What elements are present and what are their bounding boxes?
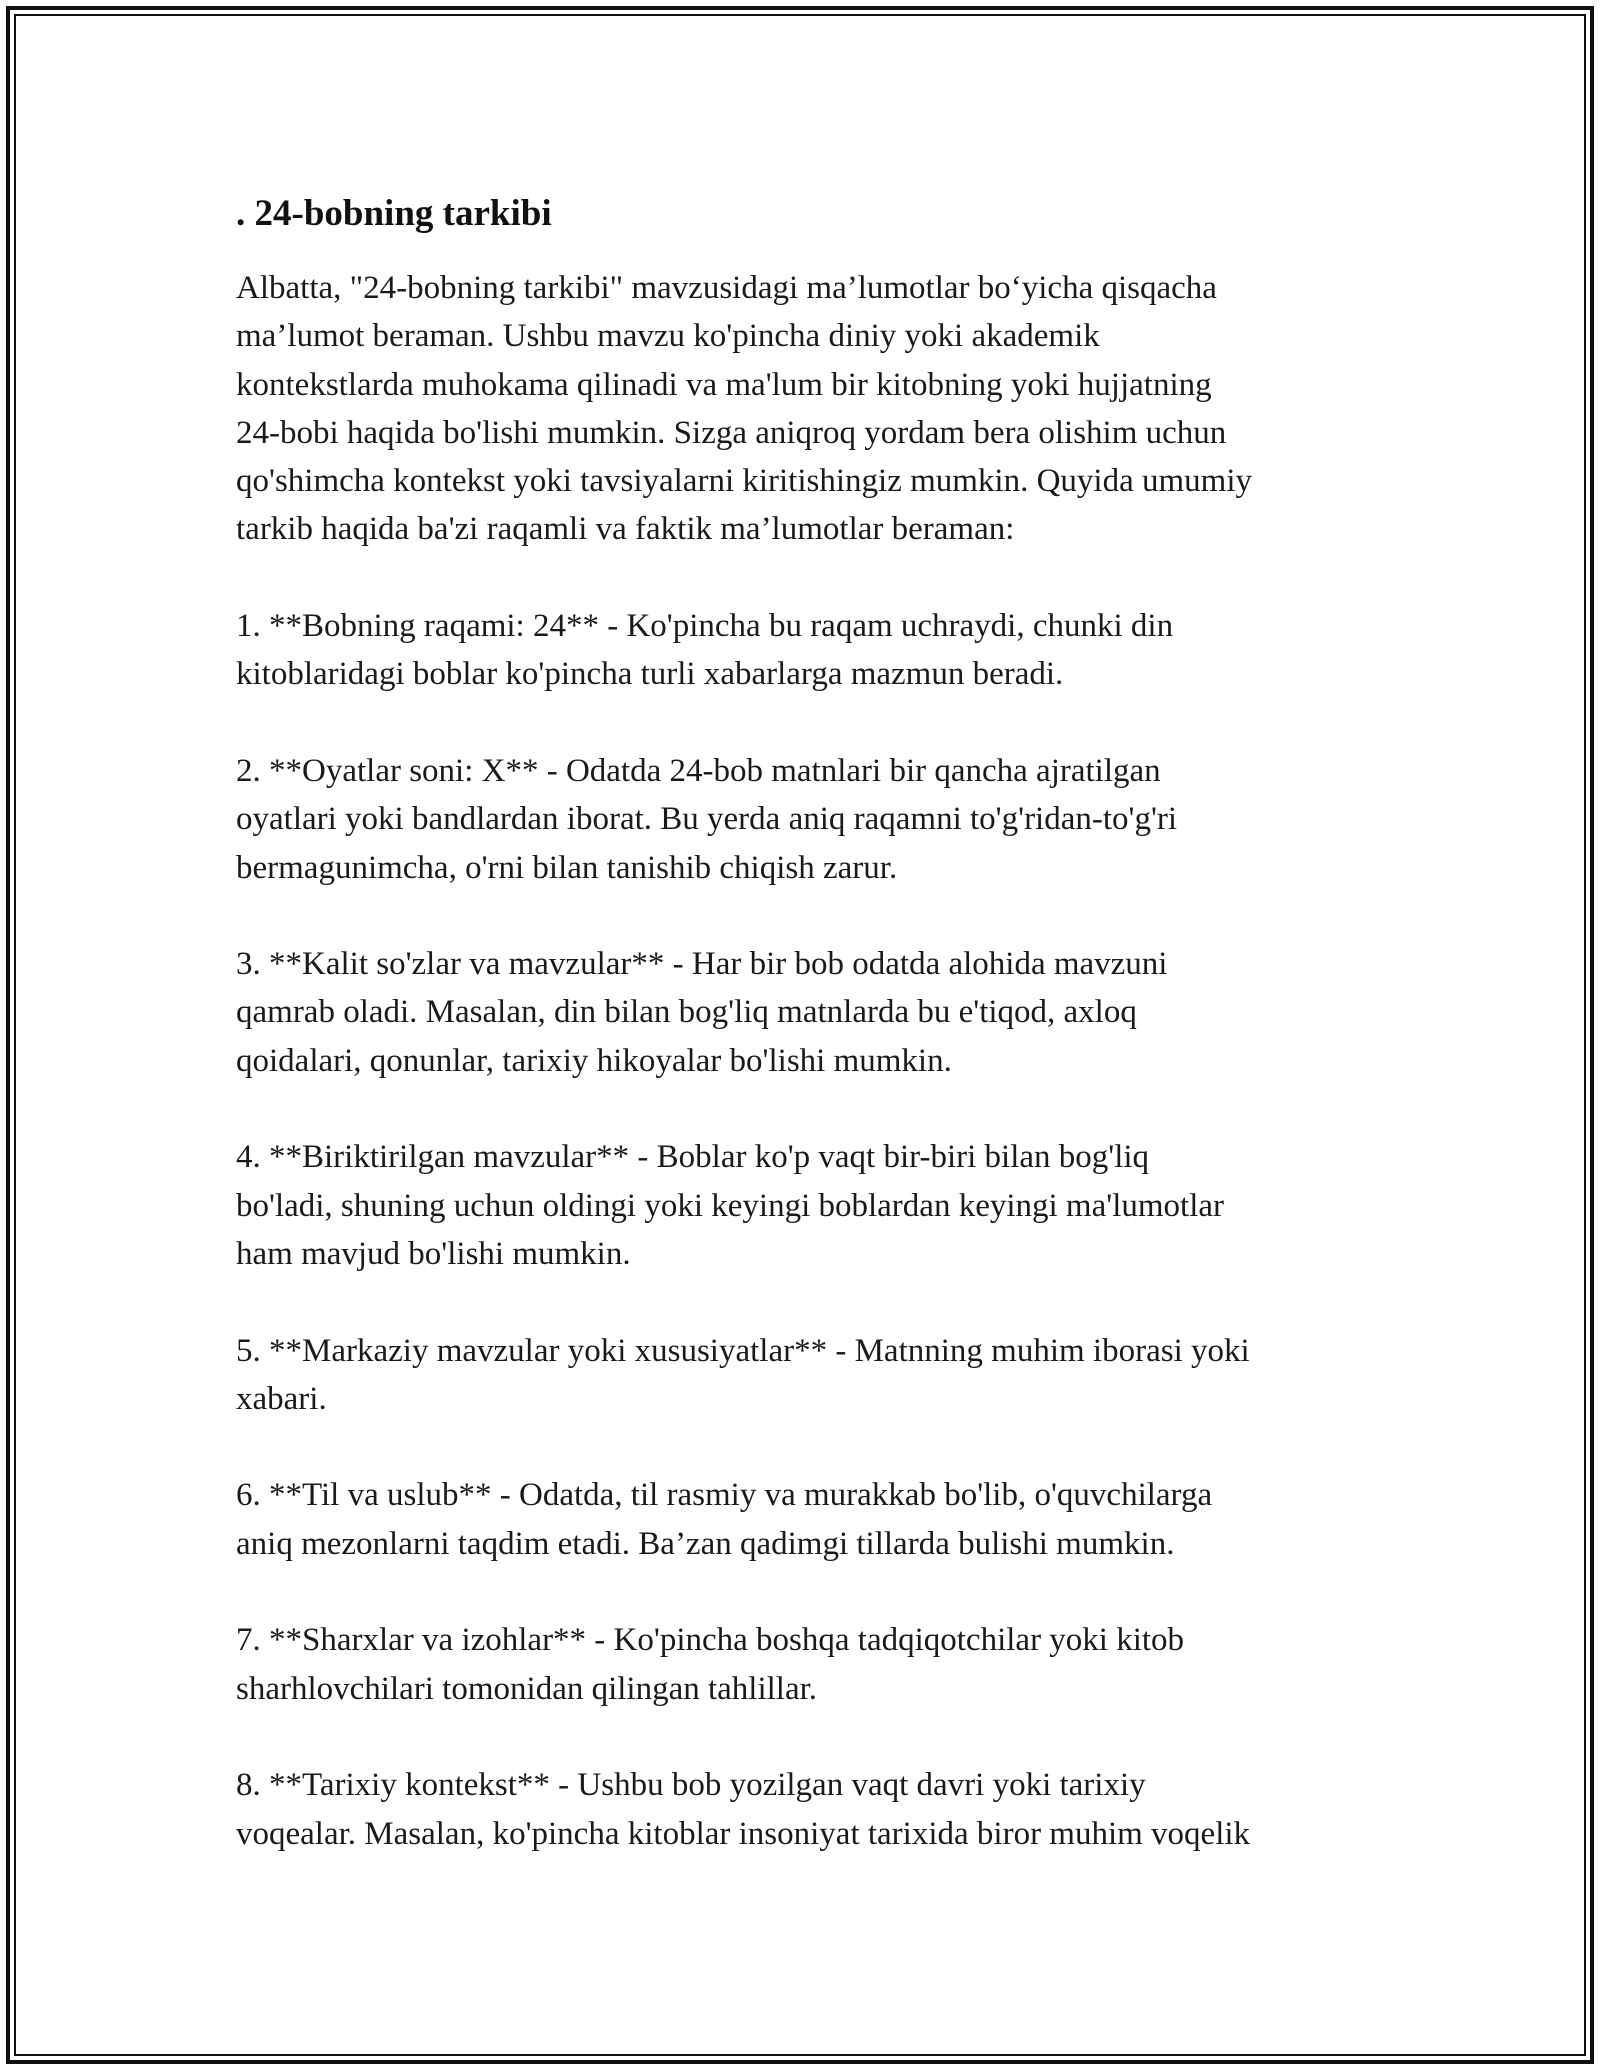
list-item-8: 8. **Tarixiy kontekst** - Ushbu bob yozilgan vaqt davri yoki tarixiy voqealar. Masalan, ko'pincha kitoblar insoniyat tarixida biror muhim voqelik [236,1767,1251,1852]
list-item-7: 7. **Sharxlar va izohlar** - Ko'pincha boshqa tadqiqotchilar yoki kitob sharhlovchilari tomonidan qilingan tahlillar. [236,1622,1185,1707]
list-item-5: 5. **Markaziy mavzular yoki xususiyatlar** - Matnning muhim iborasi yoki xabari. [236,1332,1250,1417]
intro-paragraph: Albatta, "24-bobning tarkibi" mavzusidagi ma’lumotlar bo‘yicha qisqacha ma’lumot beraman. Ushbu mavzu ko'pincha diniy yoki akademik kontekstlarda muhokama qilinadi va ma'lum bir kitobning yoki hujjatning 24-bobi haqida bo'lishi mumkin. Sizga aniqroq yordam bera olishim uchun qo'shimcha kontekst yoki tavsiyalarni kiritishingiz mumkin. Quyida umumiy tarkib haqida ba'zi raqamli va faktik ma’lumotlar beraman: [236,270,1253,548]
list-item-3: 3. **Kalit so'zlar va mavzular** - Har bir bob odatda alohida mavzuni qamrab oladi. Masalan, din bilan bog'liq matnlarda bu e'tiqod, axloq qoidalari, qonunlar, tarixiy hikoyalar bo'lishi mumkin. [236,946,1168,1079]
document-body [236,186,1376,1858]
list-item-4: 4. **Biriktirilgan mavzular** - Boblar ko'p vaqt bir-biri bilan bog'liq bo'ladi, shuning uchun oldingi yoki keyingi boblardan keyingi ma'lumotlar ham mavjud bo'lishi mumkin. [236,1139,1225,1272]
list-item-6: 6. **Til va uslub** - Odatda, til rasmiy va murakkab bo'lib, o'quvchilarga aniq mezonlarni taqdim etadi. Ba’zan qadimgi tillarda bulishi mumkin. [236,1477,1213,1562]
numbered-list [236,602,1376,1858]
list-item-2: 2. **Oyatlar soni: X** - Odatda 24-bob matnlari bir qancha ajratilgan oyatlari yoki bandlardan iborat. Bu yerda aniq raqamni to'g'ridan-to'g'ri bermagunimcha, o'rni bilan tanishib chiqish zarur. [236,752,1178,886]
section-heading: . 24-bobning tarkibi [236,193,552,234]
list-item-1: 1. **Bobning raqami: 24** - Ko'pincha bu raqam uchraydi, chunki din kitoblaridagi boblar ko'pincha turli xabarlarga mazmun beradi. [236,608,1174,693]
